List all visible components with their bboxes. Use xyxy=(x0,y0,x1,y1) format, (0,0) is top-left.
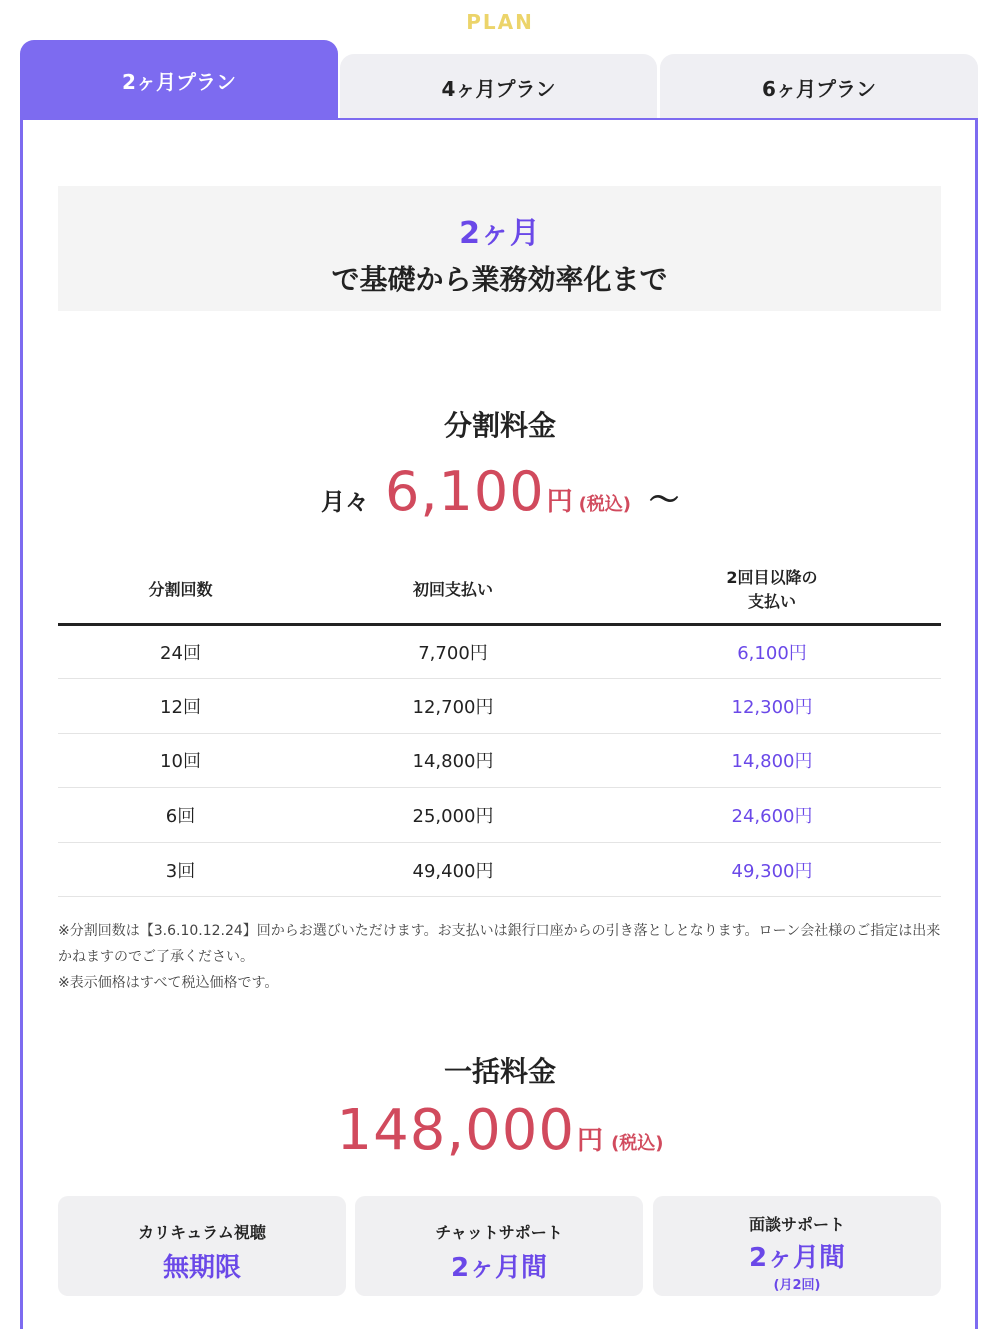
cell-first: 49,400円 xyxy=(303,842,603,897)
plan-tabs xyxy=(20,40,978,120)
plan-intro xyxy=(58,186,941,311)
cell-later: 14,800円 xyxy=(603,733,941,788)
feature-value: 2ヶ月間 xyxy=(450,1253,548,1283)
header-later-payment xyxy=(603,558,941,624)
section-label: PLAN xyxy=(466,10,534,34)
table-header-row xyxy=(58,558,941,624)
table-row xyxy=(58,679,941,734)
cell-first: 25,000円 xyxy=(303,788,603,843)
monthly-amount: 6,100 xyxy=(384,460,545,523)
cell-first: 14,800円 xyxy=(303,733,603,788)
cell-count: 3回 xyxy=(58,842,303,897)
table-row xyxy=(58,733,941,788)
cell-first: 7,700円 xyxy=(303,624,603,679)
cell-later: 24,600円 xyxy=(603,788,941,843)
monthly-prefix: 月々 xyxy=(320,488,369,516)
header-later-line2: 支払い xyxy=(747,592,796,612)
note-tax: ※表示価格はすべて税込価格です。 xyxy=(58,975,279,991)
lump-yen: 円 xyxy=(577,1126,604,1156)
header-count: 分割回数 xyxy=(58,558,303,624)
lump-amount: 148,000 xyxy=(336,1098,576,1163)
installment-table xyxy=(58,558,941,897)
monthly-tax: (税込) xyxy=(578,494,632,515)
intro-period: 2ヶ月 xyxy=(459,216,540,251)
cell-count: 6回 xyxy=(58,788,303,843)
header-later-line1: 2回目以降の xyxy=(726,568,818,588)
tab-2-month-plan[interactable]: 2ヶ月プラン xyxy=(20,40,338,120)
intro-description: で基礎から業務効率化まで xyxy=(331,263,668,296)
note-installment: ※分割回数は【3.6.10.12.24】回からお選びいただけます。お支払いは銀行口座からの引き落としとなります。ローン会社様のご指定は出来かねますのでご了承ください。 xyxy=(58,923,941,965)
cell-count: 12回 xyxy=(58,679,303,734)
feature-card-interview-support xyxy=(653,1196,941,1296)
feature-sub: (月2回) xyxy=(773,1278,821,1293)
cell-count: 10回 xyxy=(58,733,303,788)
cell-later: 49,300円 xyxy=(603,842,941,897)
lump-sum-heading: 一括料金 xyxy=(443,1055,556,1088)
payment-notes xyxy=(58,918,944,996)
feature-cards xyxy=(58,1196,941,1296)
table-row xyxy=(58,842,941,897)
monthly-price xyxy=(0,460,1000,523)
monthly-suffix: 〜 xyxy=(649,483,680,518)
header-first-payment: 初回支払い xyxy=(303,558,603,624)
cell-count: 24回 xyxy=(58,624,303,679)
cell-later: 6,100円 xyxy=(603,624,941,679)
lump-tax: (税込) xyxy=(611,1133,664,1154)
table-row xyxy=(58,624,941,679)
feature-label: カリキュラム視聴 xyxy=(138,1223,266,1242)
feature-card-chat-support xyxy=(355,1196,643,1296)
feature-card-curriculum xyxy=(58,1196,346,1296)
feature-label: 面談サポート xyxy=(748,1215,845,1234)
table-row xyxy=(58,788,941,843)
installment-heading: 分割料金 xyxy=(443,409,556,442)
tab-4-month-plan[interactable]: 4ヶ月プラン xyxy=(340,54,657,120)
cell-first: 12,700円 xyxy=(303,679,603,734)
feature-value: 2ヶ月間 xyxy=(748,1243,846,1273)
cell-later: 12,300円 xyxy=(603,679,941,734)
lump-sum-price xyxy=(0,1098,1000,1163)
monthly-yen: 円 xyxy=(546,487,573,517)
feature-label: チャットサポート xyxy=(435,1223,563,1242)
tab-6-month-plan[interactable]: 6ヶ月プラン xyxy=(660,54,978,120)
feature-value: 無期限 xyxy=(162,1253,241,1283)
